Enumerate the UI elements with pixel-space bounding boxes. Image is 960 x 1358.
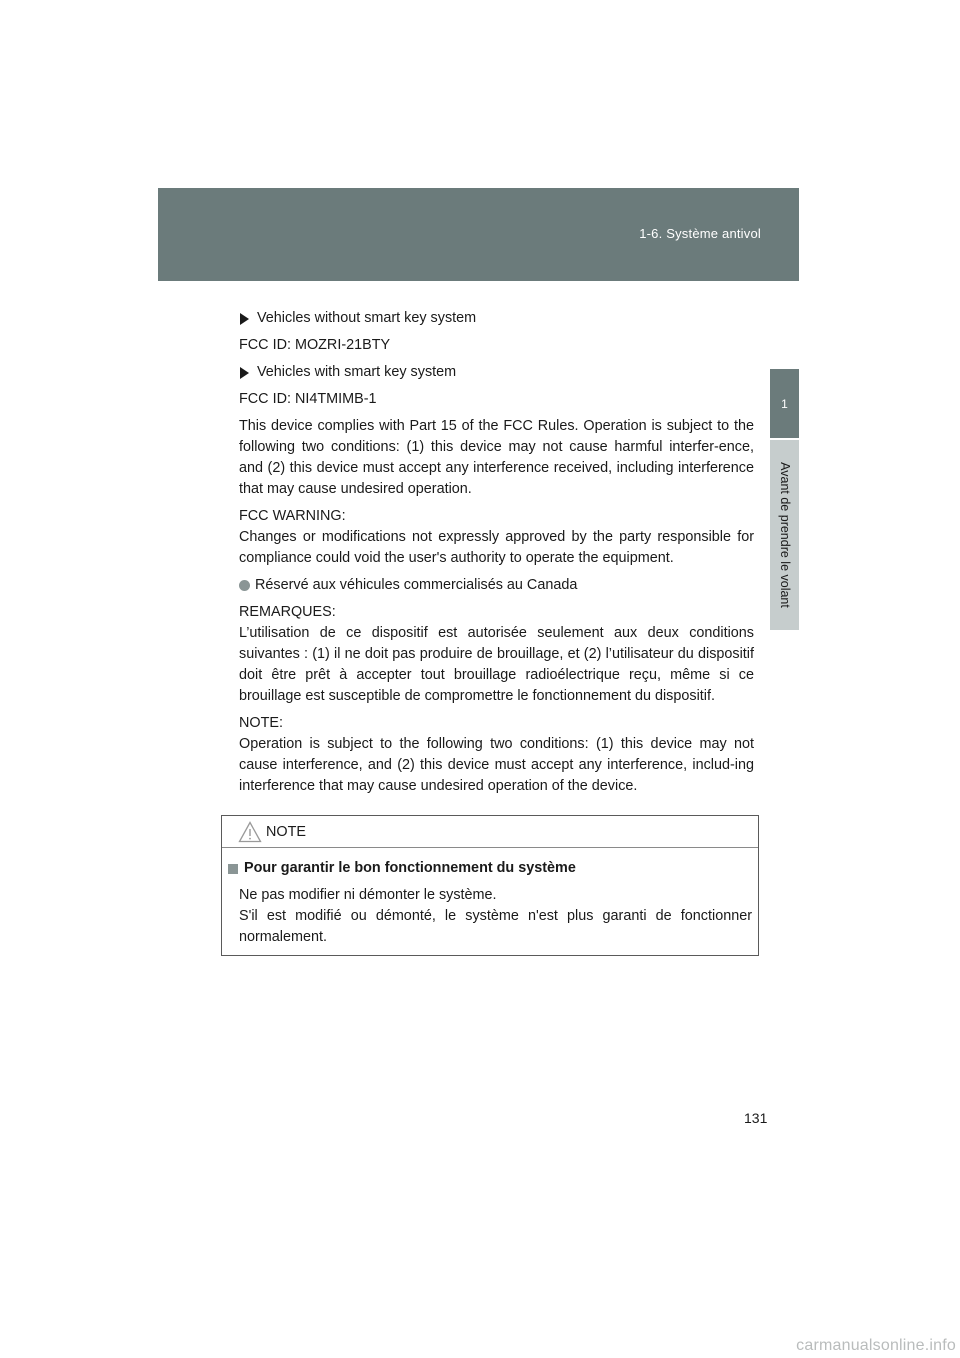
main-content	[239, 308, 754, 803]
chapter-tab	[770, 369, 799, 438]
page-number: 131	[744, 1110, 768, 1126]
sub-item-with-smart-key	[239, 362, 754, 383]
note-box-heading-text: Pour garantir le bon fonctionnement du système	[244, 860, 576, 876]
note-box-body	[222, 848, 758, 948]
fcc-warning-title: FCC WARNING:	[239, 508, 346, 524]
sub-item-without-smart-key	[239, 308, 754, 329]
fcc-id-line: FCC ID: NI4TMIMB-1	[239, 391, 377, 407]
header-band	[158, 188, 799, 281]
chapter-label-tab	[770, 440, 799, 630]
chapter-label: Avant de prendre le volant	[777, 462, 792, 608]
fcc-warning-block	[239, 506, 754, 569]
note-text: Operation is subject to the following two conditions: (1) this device may not cause interference, and (2) this device must accept any interference, includ-ing interference that may cause undesired operation of the device.	[239, 736, 754, 794]
note-box-header	[222, 816, 758, 848]
compliance-paragraph: This device complies with Part 15 of the FCC Rules. Operation is subject to the following two conditions: (1) this device may not cause harmful interfer-ence, and (2) this device must accept any interference received, including interference that may cause undesired operation.	[239, 418, 754, 497]
warning-triangle-icon	[238, 821, 262, 843]
sub-item-label: Vehicles without smart key system	[257, 310, 477, 326]
fcc-id-line: FCC ID: MOZRI-21BTY	[239, 337, 391, 353]
sub-item-label: Vehicles with smart key system	[257, 364, 457, 380]
note-box-line-1: Ne pas modifier ni démonter le système.	[239, 887, 497, 903]
arrow-right-icon	[240, 367, 249, 379]
chapter-number: 1	[781, 396, 788, 411]
remarques-text: L’utilisation de ce dispositif est autorisée seulement aux deux conditions suivantes : (1) il ne doit pas produire de brouillage, et (2) l’utilisateur du dispositif doit être prêt à accepter tout brouillage radioélectrique reçu, même si ce brouillage est susceptible de compromettre le fonctionnement du dispositif.	[239, 625, 754, 704]
canada-bullet-text: Réservé aux véhicules commercialisés au Canada	[255, 577, 578, 593]
square-bullet-icon	[228, 864, 238, 874]
circle-bullet-icon	[239, 580, 250, 591]
section-title: 1-6. Système antivol	[639, 226, 761, 241]
arrow-right-icon	[240, 313, 249, 325]
note-box-text	[239, 885, 752, 948]
note-title: NOTE:	[239, 715, 283, 731]
note-box-line-2: S'il est modifié ou démonté, le système n'est plus garanti de fonctionner normalement.	[239, 908, 752, 945]
fcc-warning-text: Changes or modifications not expressly approved by the party responsible for compliance could void the user's authority to operate the equipment.	[239, 529, 754, 566]
canada-bullet	[239, 575, 754, 596]
remarques-block	[239, 602, 754, 707]
note-block	[239, 713, 754, 797]
note-box	[221, 815, 759, 956]
note-box-label: NOTE	[266, 823, 306, 840]
remarques-title: REMARQUES:	[239, 604, 336, 620]
watermark: carmanualsonline.info	[796, 1337, 956, 1354]
note-box-heading	[228, 858, 752, 879]
